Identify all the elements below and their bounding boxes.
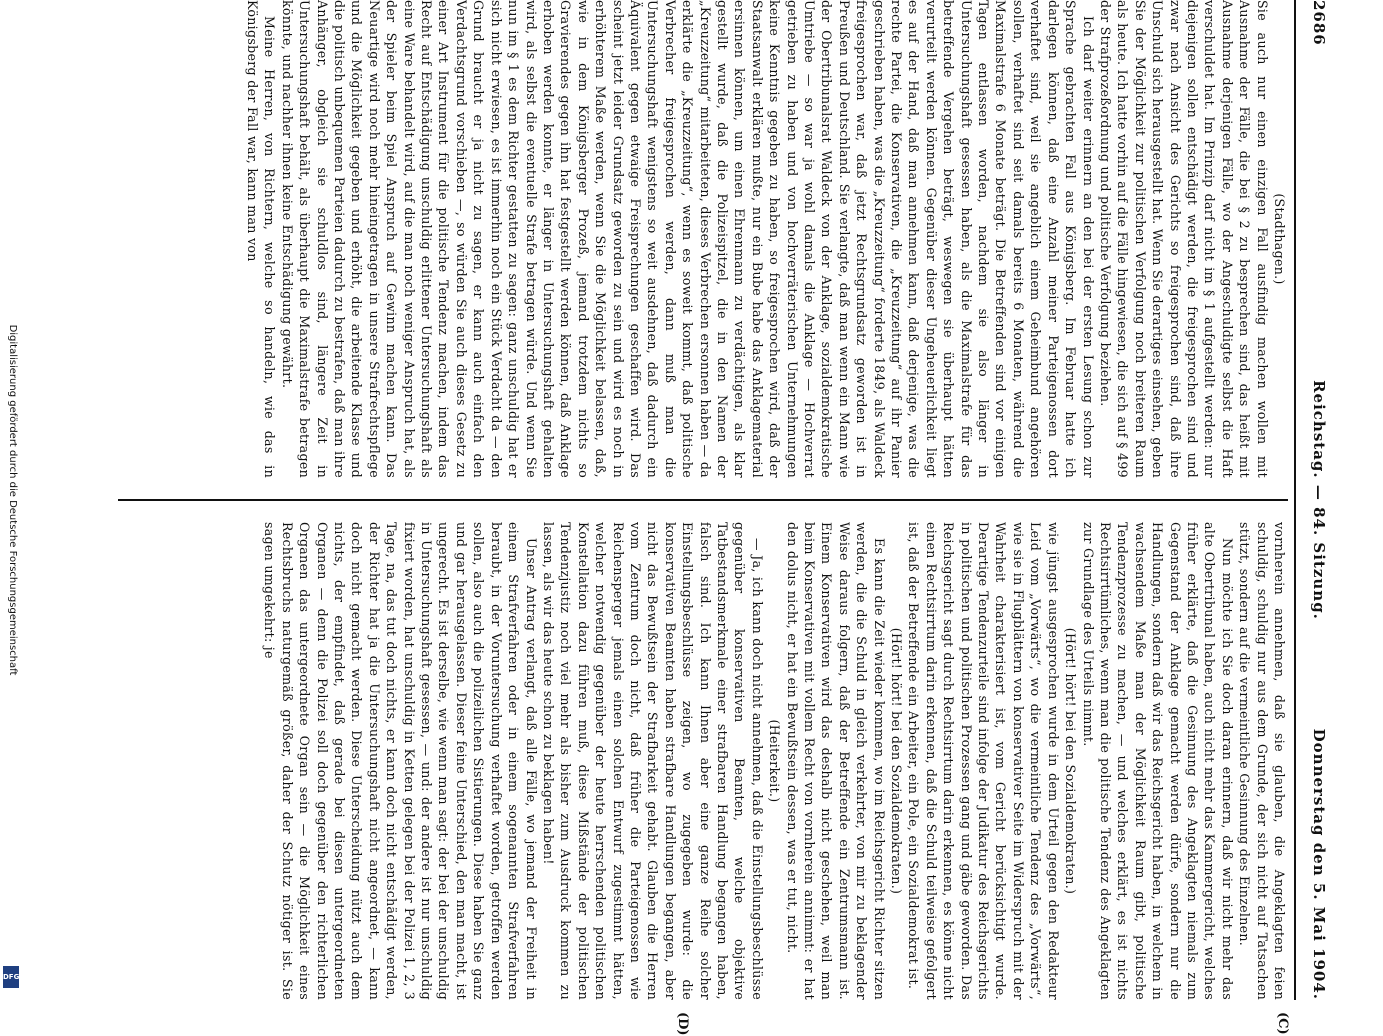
paragraph: Sie auch nur einen einzigen Fall ausfindig machen wollen mit Ausnahme der Fälle, die bei § 2 zu besprechen sind, das heißt mit Ausnahme derjenigen Fälle, wo der Angeschuldigte selbst die Haft verschuldet hat. Im Prinzip darf nicht im § 1 aufgestellt werden: nur diejenigen sollen entschädigt werden, die freigesprochen sind und zwar nach Ansicht des Gerichts so freigesprochen sind, daß ihre Unschuld sich herausgestellt hat. Wenn Sie derartiges einsehen, geben Sie der Möglichkeit zur politischen Verfolgung noch breiteren Raum als heute. Ich hatte vorhin auf die Fälle hingewiesen, die sich auf § 499 der Strafprozeßordnung und politische Verfolgung beziehen.: [1097, 0, 1270, 478]
session-date: Donnerstag den 5. Mai 1904.: [1310, 728, 1328, 1000]
paragraph: Meine Herren, von Richtern, welche so handeln, wie das in Königsberg der Fall war, kann man von: [245, 0, 278, 478]
dfg-logo: DFG: [3, 966, 19, 988]
page-number: 2686: [1310, 0, 1328, 46]
paragraph: Ich darf weiter erinnern an den bei der ersten Lesung schon zur Sprache gebrachten Fall aus Königsberg. Im Februar hatte ich darlegen können, daß eine Anzahl meiner Parteigenossen dort verhaftet sind, weil sie angeblich einem Geheimbund angehören sollen, verhaftet sind seit damals bereits 6 Monaten, während die Maximalstrafe 6 Monate beträgt. Die Betreffenden sind vor einigen Tagen entlassen worden, nachdem sie also länger in Untersuchungshaft gesessen haben, als die Maximalstrafe für das betreffende Vergehen beträgt, weswegen sie überhaupt hätten verurteilt werden können. Gegenüber dieser Ungeheuerlichkeit liegt es auf der Hand, daß man annehmen kann, daß derjenige, was die rechte Partei, die Konservativen, die „Kreuzzeitung“ auf ihr Panier geschrieben haben, was die „Kreuzzeitung“ forderte 1849, als Waldeck freigesprochen war, daß jetzt Rechtsgrundsatz geworden ist in Preußen und Deutschland. Sie verlangte, daß man wenn ein Mann wie der Obertribunalsrat Waldeck von der Anklage, sozialdemokratische Umtriebe — so war ja wohl damals die Anklage — Hochverrat getrieben zu haben und von hochverräterischen Unternehmungen keine Kenntnis gegeben zu haben, so freigesprochen wird, daß der Staatsanwalt erklären mußte, nur ein Bube habe das Anklagematerial ersinnen können, um einen Ehrenmann zu verdächtigen, als klar gestellt wurde, daß die Polizeispitzel, die in den Namen der „Kreuzzeitung“ mitarbeiteten, dieses Verbrechen ersonnen haben — da erklärte die „Kreuzzeitung“, wenn es soweit kommt, daß politische Verbrecher freigesprochen werden, dann muß man die Untersuchungshaft wenigstens so weit ausdehnen, daß dadurch ein Äquivalent gegen etwaige Freisprechungen geschaffen wird. Das scheint jetzt leider Grundsatz geworden zu sein und wird es noch in erhöhterem Maße werden, wenn Sie die Möglichkeit belassen, daß, wie in dem Königsberger Prozeß, jemand trotzdem nichts so Gravierendes gegen ihn hat festgestellt werden können, daß Anklage erhoben werden konnte, er länger in Untersuchungshaft gehalten wird, als selbst die eventuelle Strafe betragen würde. Und wenn Sie nun im § 1 es dem Richter gestatten zu sagen: ganz unschuldig hat er sich nicht erwiesen, es ist immerhin noch ein Stück Verdacht da — den Grund braucht er ja nicht zu sagen, er kann auch einfach den Verdachtsgrund vorschieben —, so würden Sie auch dieses Gesetz zu einer Art Instrument für die politische Tendenz machen, indem das Recht auf Entschädigung unschuldig erlittener Untersuchungshaft als eine Ware behandelt wird, auf die man noch weniger Anspruch hat, als der Spieler beim Spiel Anspruch auf Gewinn machen kann. Das Neuartige wird noch mehr hineingetragen in unsere Strafrechtspflege und die Möglichkeit gegeben und erhöht, die arbeitende Klasse und die politisch unbequemen Parteien dadurch zu bestrafen, daß man ihre Anhänger, obgleich sie schuldlos sind, längere Zeit in Untersuchungshaft behält, als überhaupt die Maximalstrafe betragen könnte, und nachher ihnen keine Entschädigung gewährt.: [279, 0, 1096, 478]
page-header: [1294, 0, 1340, 1000]
speaker-label: (Stadthagen.): [1272, 193, 1287, 285]
paragraph: vornherein annehmen, daß sie glauben, die Angeklagten feien schuldig, schuldig nur aus dem Grunde, der sich nicht auf Tatsachen stützt, sondern auf die vermeintliche Gesinnung des Einzelnen.: [1237, 522, 1287, 1000]
running-title: Reichstag. — 84. Sitzung.: [1310, 380, 1328, 620]
column-divider: [118, 499, 1288, 501]
left-text-column: [118, 0, 1288, 478]
funding-credit-text: Digitalisierung gefördert durch die Deutsche Forschungsgemeinschaft: [7, 324, 18, 676]
scanned-page: [100, 0, 1340, 1036]
right-text-column: [118, 522, 1288, 1000]
margin-mark-d: (D): [675, 1012, 690, 1036]
margin-mark-c: (C): [1275, 1012, 1290, 1035]
paragraph: Nun möchte ich Sie doch daran erinnern, daß wir nicht mehr das alte Obertribunal haben, auch nicht mehr das Kammergericht, welches früher erklärte, daß die Gesinnung des Angeklagten niemals zum Gegenstand der Anklage gemacht werden dürfe, sondern nur die Handlungen, sondern daß wir das Reichsgericht haben, in welchem in wachsendem Maße man der Möglichkeit Raum gibt, politische Tendenzprozesse zu machen, — und welches erklärt, es ist nichts Rechtsirrtümliches, wenn man die politische Tendenz des Angeklagten zur Grundlage des Urteils nimmt.: [1080, 522, 1235, 1000]
interjection: (Hört! hört! bei den Sozialdemokraten.): [889, 627, 905, 895]
interjection: (Hört! hört! bei den Sozialdemokraten.): [1063, 627, 1079, 895]
paragraph: Unser Antrag verlangt, daß alle Fälle, wo jemand der Freiheit in einem Strafverfahren oder in einem sogenannten Strafverfahren beraubt, in der Voruntersuchung verhaftet worden, getroffen werden sollen, also auch die polizeilichen Sistierungen. Diese haben Sie ganz und gar herausgelassen. Dieser feine Unterschied, den man macht, ist ungerecht. Es ist derselbe, wie wenn man sagt: der bei der unschuldig in Untersuchungshaft gesessen, — und: der andere ist nur unschuldig fixiert worden, hat unschuldig in Ketten gelegen bei der Polizei 1, 2, 3 Tage, na, das tut doch nichts, er kann doch nicht entschädigt werden, der Richter hat ja die Untersuchungshaft nicht angeordnet, — kann doch nicht gemacht werden. Diese Unterscheidung nützt auch dem nichts, der empfindet, daß gerade bei diesen untergeordneten Organen — denn die Polizei soll doch gegenüber den richterlichen Organen das untergeordnete Organ sein — die Möglichkeit eines Rechtsbruchs naturgemäß größer, daher der Schutz nötiger ist. Sie sagen umgekehrt: je: [262, 522, 539, 1000]
paragraph: wie jüngst ausgesprochen wurde in dem Urteil gegen den Redakteur Leid vom „Vorwärts“, wo die vermeintliche Tendenz des „Vorwärts“, wie sie in Flugblättern von konservativer Seite im Widerspruch mit der Wahrheit charakterisiert ist, vom Gericht berücksichtigt wurde. Derartige Tendenzurteile sind infolge der Judikatur des Reichsgerichts in politischen und politischen Prozessen gang und gäbe geworden. Das Reichsgericht sagt durch Rechtsirrtum darin erkennen, es könne nicht einen Rechtsirrtum darin erkennen, daß die Schuld teilweise gefolgert ist, daß der Betreffende ein Arbeiter, ein Pole, ein Sozialdemokrat ist.: [906, 522, 1061, 1000]
paragraph: — Ja, ich kann doch nicht annehmen, daß die Einstellungsbeschlüsse gegenüber konservativen Beamten, welche objektive Tatbestandsmerkmale einer strafbaren Handlung begangen haben, falsch sind. Ich kann Ihnen aber eine ganze Reihe solcher Einstellungsbeschlüsse zeigen, wo zugegeben wurde: die konservativen Beamten haben strafbare Handlungen begangen, aber nicht das Bewußtsein der Strafbarkeit gehabt. Glauben die Herren vom Zentrum doch nicht, daß früher die Parteigenossen wie Reichensperger jemals einen solchen Entwurf zugestimmt hätten, welcher notwendig gegenüber der heute herrschenden politischen Konstellation dazu führen muß, diese Mißstände der politischen Tendenzjustiz noch viel mehr als bisher zum Ausdruck kommen zu lassen, als wir das heute schon zu beklagen haben!: [540, 522, 765, 1000]
funding-credit-strip: [0, 0, 24, 1000]
paragraph: Es kann die Zeit wieder kommen, wo im Reichsgericht Richter sitzen werden, die die Schuld in gleich verkehrter, von mir zu beklagender Weise daraus folgern, daß der Betreffende ein Zentrumsmann ist. Einem Konservativen wird das deshalb nicht geschehen, weil man beim Konservativen mit vollem Recht von vornherein annimmt: er hat den dolus nicht, er hat ein Bewußtsein dessen, was er tut, nicht.: [784, 522, 887, 1000]
interjection: (Heiterkeit.): [767, 719, 783, 803]
